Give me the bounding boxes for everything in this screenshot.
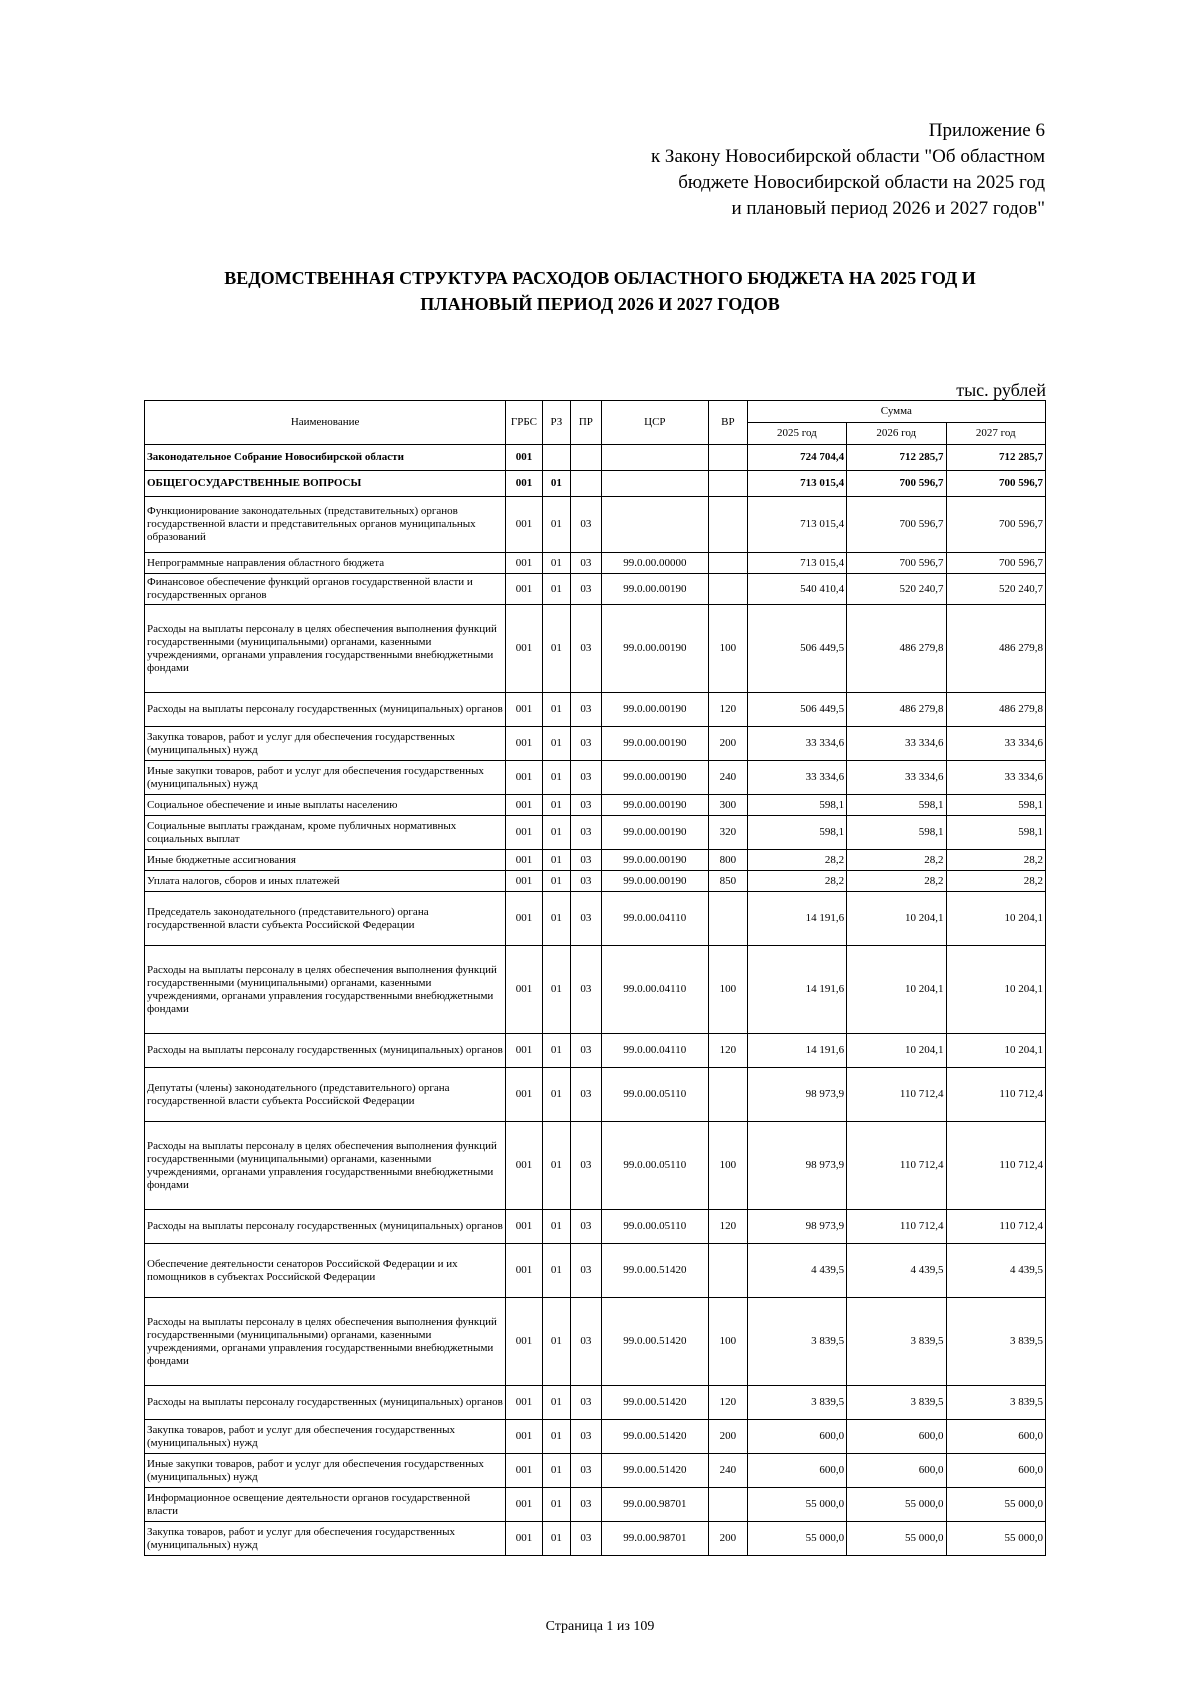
cell-2025: 600,0 [747,1454,846,1488]
cell-grbs: 001 [506,574,543,605]
cell-name: Расходы на выплаты персоналу государственных (муниципальных) органов [145,1034,506,1068]
cell-2025: 28,2 [747,850,846,871]
cell-csr: 99.0.00.00190 [601,816,709,850]
table-row [145,471,1046,497]
budget-table [144,400,1046,1556]
units-label: тыс. рублей [956,380,1046,400]
cell-csr: 99.0.00.04110 [601,1034,709,1068]
cell-csr: 99.0.00.04110 [601,892,709,946]
cell-2025: 28,2 [747,871,846,892]
cell-2027: 700 596,7 [946,553,1046,574]
cell-grbs: 001 [506,693,543,727]
cell-2025: 55 000,0 [747,1488,846,1522]
table-row [145,1298,1046,1386]
appendix-line: и плановый период 2026 и 2027 годов" [731,198,1045,219]
cell-2027: 28,2 [946,871,1046,892]
cell-grbs: 001 [506,1034,543,1068]
cell-2025: 713 015,4 [747,471,846,497]
header-2026: 2026 год [847,423,946,445]
cell-2026: 600,0 [847,1420,946,1454]
cell-2026: 55 000,0 [847,1522,946,1556]
table-row [145,892,1046,946]
header-grbs: ГРБС [506,401,543,445]
cell-rz: 01 [542,761,570,795]
cell-grbs: 001 [506,1244,543,1298]
cell-2025: 598,1 [747,795,846,816]
table-row [145,850,1046,871]
cell-csr: 99.0.00.05110 [601,1122,709,1210]
cell-pr: 03 [571,816,601,850]
table-row [145,946,1046,1034]
cell-name: Закупка товаров, работ и услуг для обеспечения государственных (муниципальных) нужд [145,1420,506,1454]
cell-2027: 110 712,4 [946,1210,1046,1244]
cell-name: Расходы на выплаты персоналу государственных (муниципальных) органов [145,1210,506,1244]
cell-csr: 99.0.00.00190 [601,795,709,816]
table-row [145,727,1046,761]
cell-vr: 800 [709,850,748,871]
cell-2025: 14 191,6 [747,892,846,946]
cell-2027: 600,0 [946,1420,1046,1454]
cell-name: Расходы на выплаты персоналу в целях обеспечения выполнения функций государственными (муниципальными) органами, казенными учреждениями, органами управления государственными внебюджетными фондами [145,1122,506,1210]
cell-name: Финансовое обеспечение функций органов государственной власти и государственных органов [145,574,506,605]
cell-2025: 713 015,4 [747,497,846,553]
cell-2025: 33 334,6 [747,727,846,761]
cell-2025: 506 449,5 [747,605,846,693]
cell-2026: 520 240,7 [847,574,946,605]
appendix-line: к Закону Новосибирской области "Об областном [650,146,1045,167]
cell-2026: 486 279,8 [847,693,946,727]
cell-pr: 03 [571,1122,601,1210]
cell-2025: 3 839,5 [747,1386,846,1420]
cell-2027: 486 279,8 [946,605,1046,693]
table-row [145,1420,1046,1454]
cell-grbs: 001 [506,850,543,871]
cell-csr: 99.0.00.98701 [601,1522,709,1556]
cell-grbs: 001 [506,727,543,761]
cell-pr: 03 [571,1034,601,1068]
cell-name: Функционирование законодательных (представительных) органов государственной власти и представительных органов муниципальных образований [145,497,506,553]
cell-grbs: 001 [506,605,543,693]
cell-csr: 99.0.00.51420 [601,1386,709,1420]
cell-2027: 28,2 [946,850,1046,871]
appendix-line: Приложение 6 [928,120,1045,141]
cell-2027: 4 439,5 [946,1244,1046,1298]
cell-grbs: 001 [506,1122,543,1210]
cell-name: Расходы на выплаты персоналу государственных (муниципальных) органов [145,693,506,727]
cell-pr: 03 [571,795,601,816]
cell-pr: 03 [571,871,601,892]
cell-rz: 01 [542,1244,570,1298]
cell-2026: 3 839,5 [847,1298,946,1386]
cell-vr [709,1488,748,1522]
cell-pr: 03 [571,1420,601,1454]
cell-2027: 700 596,7 [946,471,1046,497]
table-row [145,1068,1046,1122]
table-row [145,574,1046,605]
cell-2025: 3 839,5 [747,1298,846,1386]
appendix-note [651,118,1045,222]
cell-2027: 110 712,4 [946,1122,1046,1210]
cell-2027: 712 285,7 [946,445,1046,471]
cell-2026: 33 334,6 [847,727,946,761]
header-rz: РЗ [542,401,570,445]
cell-csr: 99.0.00.00190 [601,605,709,693]
cell-csr: 99.0.00.05110 [601,1210,709,1244]
cell-name: Иные закупки товаров, работ и услуг для обеспечения государственных (муниципальных) нужд [145,761,506,795]
cell-2026: 712 285,7 [847,445,946,471]
cell-grbs: 001 [506,445,543,471]
cell-rz: 01 [542,553,570,574]
cell-csr: 99.0.00.98701 [601,1488,709,1522]
cell-name: Председатель законодательного (представительного) органа государственной власти субъекта Российской Федерации [145,892,506,946]
cell-2027: 10 204,1 [946,892,1046,946]
cell-2025: 713 015,4 [747,553,846,574]
cell-2025: 540 410,4 [747,574,846,605]
cell-rz: 01 [542,871,570,892]
cell-2026: 598,1 [847,795,946,816]
cell-2027: 598,1 [946,795,1046,816]
cell-2027: 10 204,1 [946,1034,1046,1068]
cell-rz: 01 [542,1034,570,1068]
cell-2025: 55 000,0 [747,1522,846,1556]
cell-2027: 33 334,6 [946,727,1046,761]
cell-name: Социальные выплаты гражданам, кроме публичных нормативных социальных выплат [145,816,506,850]
cell-grbs: 001 [506,871,543,892]
cell-vr: 200 [709,1522,748,1556]
table-row [145,1488,1046,1522]
cell-2026: 33 334,6 [847,761,946,795]
cell-2026: 28,2 [847,850,946,871]
cell-name: Иные закупки товаров, работ и услуг для обеспечения государственных (муниципальных) нужд [145,1454,506,1488]
table-row [145,1454,1046,1488]
cell-vr: 120 [709,1210,748,1244]
cell-name: Расходы на выплаты персоналу в целях обеспечения выполнения функций государственными (муниципальными) органами, казенными учреждениями, органами управления государственными внебюджетными фондами [145,605,506,693]
cell-vr: 200 [709,727,748,761]
cell-name: Иные бюджетные ассигнования [145,850,506,871]
table-row [145,871,1046,892]
cell-csr: 99.0.00.51420 [601,1298,709,1386]
cell-name: Расходы на выплаты персоналу в целях обеспечения выполнения функций государственными (муниципальными) органами, казенными учреждениями, органами управления государственными внебюджетными фондами [145,946,506,1034]
cell-vr [709,1244,748,1298]
cell-rz: 01 [542,574,570,605]
cell-vr: 200 [709,1420,748,1454]
cell-pr: 03 [571,946,601,1034]
cell-rz: 01 [542,1488,570,1522]
cell-vr: 100 [709,1122,748,1210]
cell-vr [709,471,748,497]
cell-grbs: 001 [506,1298,543,1386]
cell-2026: 28,2 [847,871,946,892]
cell-name: Закупка товаров, работ и услуг для обеспечения государственных (муниципальных) нужд [145,1522,506,1556]
cell-2027: 55 000,0 [946,1488,1046,1522]
cell-rz: 01 [542,727,570,761]
table-row [145,1386,1046,1420]
cell-rz: 01 [542,1454,570,1488]
cell-pr: 03 [571,605,601,693]
cell-2025: 506 449,5 [747,693,846,727]
cell-csr: 99.0.00.51420 [601,1244,709,1298]
header-vr: ВР [709,401,748,445]
cell-vr: 120 [709,1386,748,1420]
header-csr: ЦСР [601,401,709,445]
cell-rz: 01 [542,1068,570,1122]
cell-pr: 03 [571,727,601,761]
cell-csr: 99.0.00.51420 [601,1454,709,1488]
header-2025: 2025 год [747,423,846,445]
title-line: ВЕДОМСТВЕННАЯ СТРУКТУРА РАСХОДОВ ОБЛАСТНОГО БЮДЖЕТА НА 2025 ГОД И [224,268,976,288]
table-row [145,1522,1046,1556]
cell-vr: 300 [709,795,748,816]
cell-2027: 55 000,0 [946,1522,1046,1556]
cell-2026: 10 204,1 [847,892,946,946]
cell-2026: 598,1 [847,816,946,850]
cell-2025: 14 191,6 [747,946,846,1034]
cell-2026: 55 000,0 [847,1488,946,1522]
cell-2026: 700 596,7 [847,471,946,497]
header-sum: Сумма [747,401,1045,423]
cell-vr [709,1068,748,1122]
page-footer: Страница 1 из 109 [545,1619,655,1634]
cell-rz: 01 [542,497,570,553]
cell-grbs: 001 [506,816,543,850]
cell-2027: 110 712,4 [946,1068,1046,1122]
table-header [145,401,1046,445]
cell-csr: 99.0.00.51420 [601,1420,709,1454]
cell-rz: 01 [542,816,570,850]
cell-grbs: 001 [506,795,543,816]
cell-2027: 33 334,6 [946,761,1046,795]
cell-vr: 100 [709,605,748,693]
table-row [145,1210,1046,1244]
cell-rz: 01 [542,946,570,1034]
cell-name: Закупка товаров, работ и услуг для обеспечения государственных (муниципальных) нужд [145,727,506,761]
cell-2025: 598,1 [747,816,846,850]
appendix-line: бюджете Новосибирской области на 2025 год [678,172,1045,193]
cell-2026: 600,0 [847,1454,946,1488]
header-pr: ПР [571,401,601,445]
cell-rz: 01 [542,605,570,693]
cell-2025: 724 704,4 [747,445,846,471]
cell-grbs: 001 [506,761,543,795]
cell-2026: 110 712,4 [847,1122,946,1210]
cell-rz [542,445,570,471]
cell-2026: 110 712,4 [847,1210,946,1244]
cell-pr: 03 [571,761,601,795]
cell-2025: 600,0 [747,1420,846,1454]
cell-vr: 100 [709,1298,748,1386]
cell-2025: 4 439,5 [747,1244,846,1298]
cell-grbs: 001 [506,553,543,574]
cell-2026: 10 204,1 [847,946,946,1034]
cell-pr: 03 [571,892,601,946]
cell-rz: 01 [542,892,570,946]
cell-rz: 01 [542,1210,570,1244]
cell-pr [571,445,601,471]
cell-name: ОБЩЕГОСУДАРСТВЕННЫЕ ВОПРОСЫ [145,471,506,497]
cell-pr: 03 [571,850,601,871]
cell-pr: 03 [571,497,601,553]
cell-vr [709,553,748,574]
title-line: ПЛАНОВЫЙ ПЕРИОД 2026 И 2027 ГОДОВ [420,294,780,314]
cell-2026: 700 596,7 [847,553,946,574]
table-row [145,605,1046,693]
cell-2025: 98 973,9 [747,1068,846,1122]
header-name: Наименование [145,401,506,445]
cell-pr: 03 [571,1210,601,1244]
table-row [145,816,1046,850]
cell-2027: 600,0 [946,1454,1046,1488]
cell-name: Социальное обеспечение и иные выплаты населению [145,795,506,816]
cell-grbs: 001 [506,1522,543,1556]
header-2027: 2027 год [946,423,1046,445]
cell-2026: 3 839,5 [847,1386,946,1420]
table-row [145,553,1046,574]
cell-csr [601,497,709,553]
cell-name: Уплата налогов, сборов и иных платежей [145,871,506,892]
cell-2026: 700 596,7 [847,497,946,553]
cell-pr: 03 [571,1454,601,1488]
cell-rz: 01 [542,850,570,871]
cell-rz: 01 [542,1386,570,1420]
cell-grbs: 001 [506,892,543,946]
cell-pr: 03 [571,553,601,574]
cell-vr: 120 [709,693,748,727]
cell-2025: 14 191,6 [747,1034,846,1068]
cell-2027: 700 596,7 [946,497,1046,553]
cell-rz: 01 [542,471,570,497]
table-row [145,1244,1046,1298]
cell-vr: 850 [709,871,748,892]
cell-2027: 3 839,5 [946,1386,1046,1420]
cell-grbs: 001 [506,471,543,497]
cell-vr: 100 [709,946,748,1034]
table-row [145,795,1046,816]
cell-csr: 99.0.00.00190 [601,693,709,727]
cell-name: Обеспечение деятельности сенаторов Российской Федерации и их помощников в субъектах Российской Федерации [145,1244,506,1298]
cell-rz: 01 [542,1420,570,1454]
cell-grbs: 001 [506,1454,543,1488]
cell-rz: 01 [542,1122,570,1210]
cell-vr: 120 [709,1034,748,1068]
cell-csr: 99.0.00.00190 [601,850,709,871]
cell-vr [709,497,748,553]
cell-pr: 03 [571,693,601,727]
cell-csr: 99.0.00.00190 [601,574,709,605]
cell-2026: 10 204,1 [847,1034,946,1068]
cell-grbs: 001 [506,1386,543,1420]
cell-pr [571,471,601,497]
document-title [145,265,1055,317]
cell-2027: 598,1 [946,816,1046,850]
cell-pr: 03 [571,574,601,605]
table-row [145,1122,1046,1210]
cell-name: Непрограммные направления областного бюджета [145,553,506,574]
cell-rz: 01 [542,795,570,816]
table-row [145,445,1046,471]
cell-pr: 03 [571,1068,601,1122]
cell-2025: 98 973,9 [747,1210,846,1244]
table-row [145,761,1046,795]
cell-pr: 03 [571,1298,601,1386]
cell-name: Депутаты (члены) законодательного (представительного) органа государственной власти субъекта Российской Федерации [145,1068,506,1122]
cell-csr [601,471,709,497]
cell-csr: 99.0.00.05110 [601,1068,709,1122]
cell-pr: 03 [571,1488,601,1522]
cell-name: Информационное освещение деятельности органов государственной власти [145,1488,506,1522]
table-row [145,1034,1046,1068]
cell-2025: 98 973,9 [747,1122,846,1210]
cell-pr: 03 [571,1522,601,1556]
cell-rz: 01 [542,1298,570,1386]
cell-rz: 01 [542,1522,570,1556]
cell-vr: 240 [709,1454,748,1488]
cell-csr: 99.0.00.00190 [601,727,709,761]
table-row [145,497,1046,553]
cell-vr [709,445,748,471]
cell-2026: 4 439,5 [847,1244,946,1298]
cell-name: Законодательное Собрание Новосибирской области [145,445,506,471]
cell-vr [709,574,748,605]
cell-2027: 486 279,8 [946,693,1046,727]
table-body [145,445,1046,1556]
cell-csr: 99.0.00.00190 [601,871,709,892]
cell-grbs: 001 [506,1488,543,1522]
cell-2027: 3 839,5 [946,1298,1046,1386]
cell-pr: 03 [571,1244,601,1298]
cell-2026: 110 712,4 [847,1068,946,1122]
cell-grbs: 001 [506,497,543,553]
cell-grbs: 001 [506,1420,543,1454]
cell-vr: 320 [709,816,748,850]
table-row [145,693,1046,727]
cell-grbs: 001 [506,946,543,1034]
cell-csr: 99.0.00.04110 [601,946,709,1034]
cell-2027: 520 240,7 [946,574,1046,605]
cell-name: Расходы на выплаты персоналу государственных (муниципальных) органов [145,1386,506,1420]
cell-name: Расходы на выплаты персоналу в целях обеспечения выполнения функций государственными (муниципальными) органами, казенными учреждениями, органами управления государственными внебюджетными фондами [145,1298,506,1386]
cell-grbs: 001 [506,1210,543,1244]
cell-2027: 10 204,1 [946,946,1046,1034]
cell-csr [601,445,709,471]
cell-grbs: 001 [506,1068,543,1122]
cell-rz: 01 [542,693,570,727]
cell-vr: 240 [709,761,748,795]
cell-csr: 99.0.00.00000 [601,553,709,574]
cell-pr: 03 [571,1386,601,1420]
cell-vr [709,892,748,946]
cell-2026: 486 279,8 [847,605,946,693]
cell-csr: 99.0.00.00190 [601,761,709,795]
cell-2025: 33 334,6 [747,761,846,795]
